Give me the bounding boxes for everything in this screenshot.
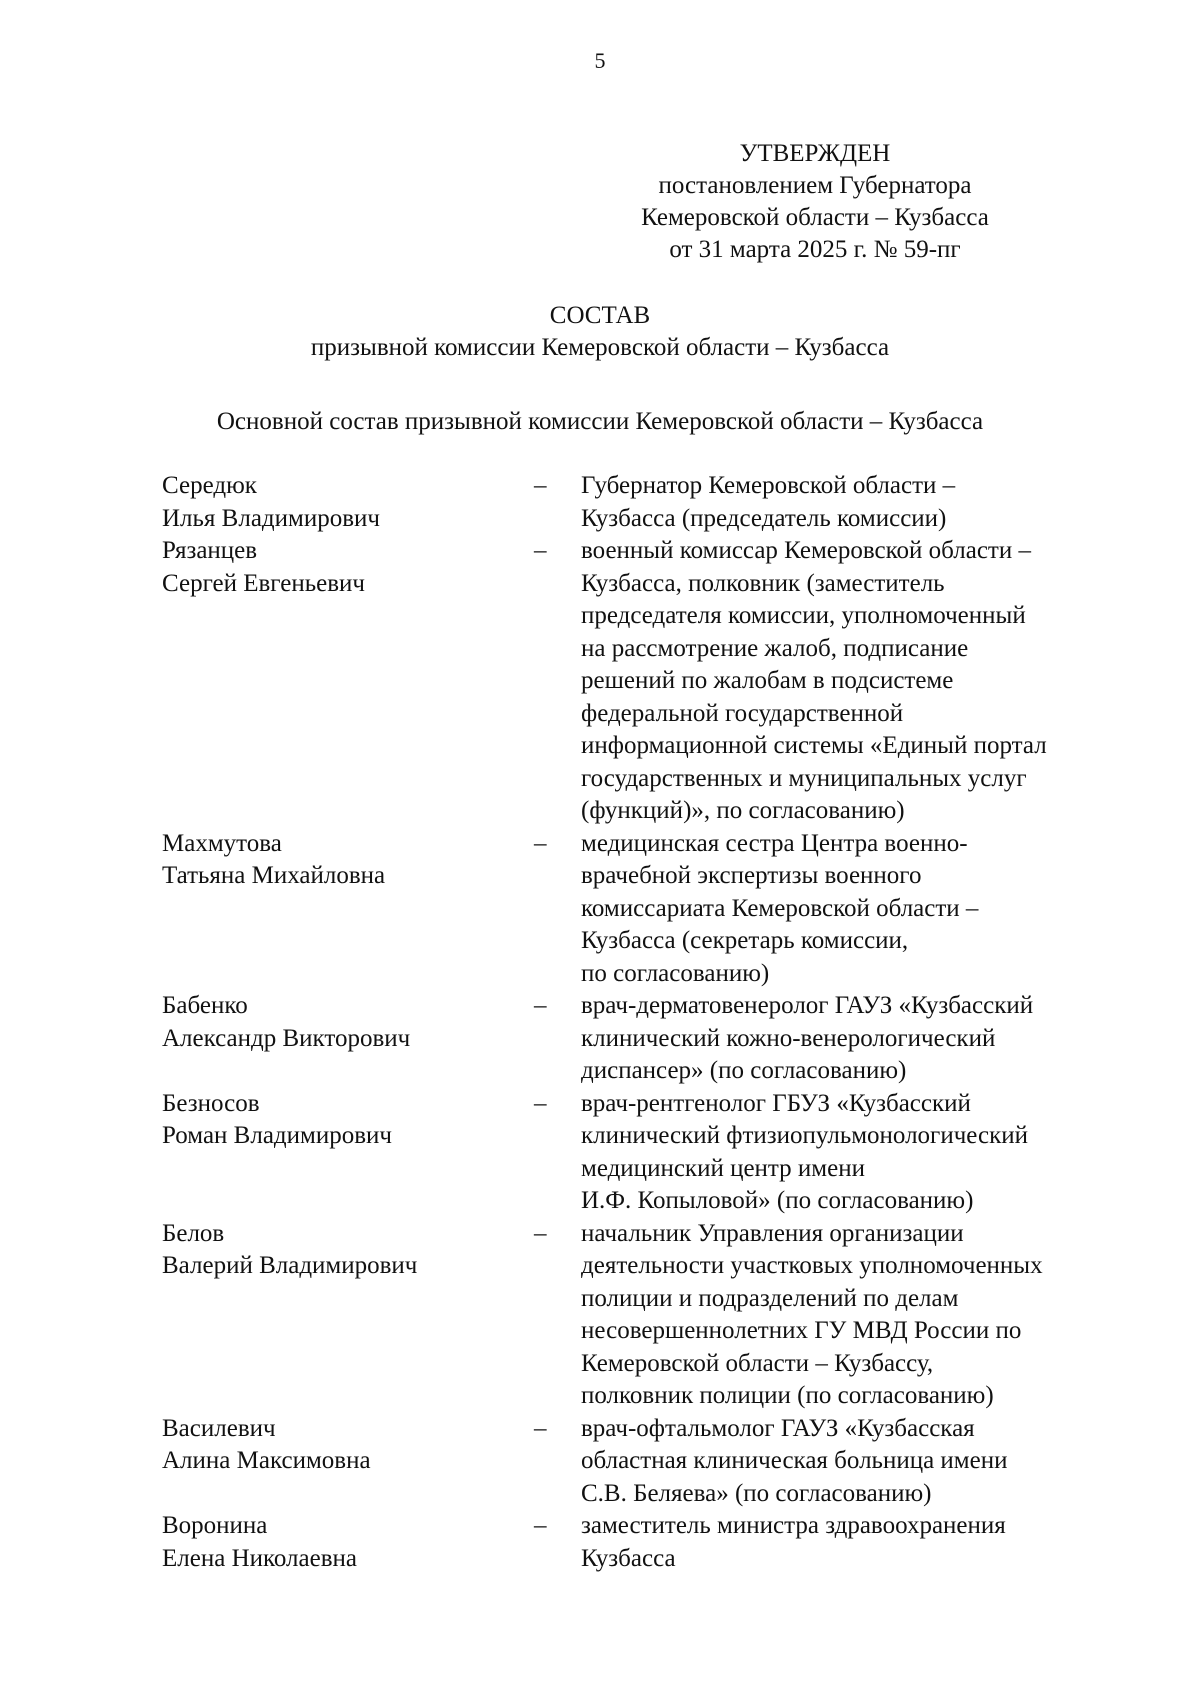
member-description-line: полиции и подразделений по делам: [581, 1284, 959, 1312]
member-description: [581, 1413, 1132, 1511]
member-description-line: медицинская сестра Центра военно-: [581, 829, 968, 857]
member-description-line: Кузбасса: [581, 1544, 676, 1572]
approval-line: от 31 марта 2025 г. № 59-пг: [669, 236, 961, 263]
member-description-line: Кузбасса, полковник (заместитель: [581, 569, 945, 597]
member-description-line: С.В. Беляева» (по согласованию): [581, 1479, 932, 1507]
member-entry: [162, 1218, 1132, 1413]
member-description: [581, 990, 1132, 1088]
member-description: [581, 1088, 1132, 1218]
member-name: [162, 1088, 534, 1218]
member-description-line: (функций)», по согласованию): [581, 797, 905, 824]
member-description-line: председателя комиссии, уполномоченный: [581, 602, 1026, 629]
approval-line: УТВЕРЖДЕН: [739, 140, 891, 167]
member-dash: –: [534, 472, 547, 499]
document-title-line1: СОСТАВ: [549, 302, 651, 329]
member-entry: [162, 535, 1132, 828]
member-entry: [162, 470, 1132, 535]
approval-line: Кемеровской области – Кузбасса: [641, 204, 989, 231]
member-description-line: федеральной государственной: [581, 699, 904, 727]
member-dash: –: [534, 537, 547, 564]
member-dash: –: [534, 992, 547, 1019]
member-description-line: клинический фтизиопульмонологический: [581, 1122, 1028, 1149]
member-description: [581, 470, 1132, 535]
member-description: [581, 535, 1132, 828]
member-description-line: областная клиническая больница имени: [581, 1447, 1008, 1474]
member-description-line: врач-офтальмолог ГАУЗ «Кузбасская: [581, 1414, 975, 1442]
member-description-line: врач-дерматовенеролог ГАУЗ «Кузбасский: [581, 992, 1034, 1019]
member-given-name: Валерий Владимирович: [162, 1252, 418, 1279]
member-given-name: Роман Владимирович: [162, 1122, 392, 1149]
member-description-line: деятельности участковых уполномоченных: [581, 1252, 1043, 1279]
member-entry: [162, 1510, 1132, 1575]
member-given-name: Елена Николаевна: [162, 1544, 357, 1572]
member-description-line: медицинский центр имени: [581, 1154, 865, 1182]
member-name: [162, 828, 534, 991]
member-name: [162, 535, 534, 828]
member-description-line: Кемеровской области – Кузбассу,: [581, 1349, 934, 1377]
member-surname: Белов: [162, 1219, 225, 1247]
member-description-line: военный комиссар Кемеровской области –: [581, 537, 1031, 564]
member-given-name: Алина Максимовна: [162, 1447, 371, 1474]
approval-line: постановлением Губернатора: [658, 172, 972, 199]
member-surname: Середюк: [162, 472, 257, 499]
member-description-line: И.Ф. Копыловой» (по согласованию): [581, 1187, 974, 1214]
member-dash: –: [534, 1219, 547, 1247]
approval-stamp: [630, 138, 1000, 266]
member-surname: Бабенко: [162, 992, 248, 1019]
member-description-line: по согласованию): [581, 959, 770, 987]
member-description-line: полковник полиции (по согласованию): [581, 1382, 994, 1409]
member-surname: Рязанцев: [162, 537, 258, 564]
member-entry: [162, 828, 1132, 991]
member-description-line: информационной системы «Единый портал: [581, 732, 1047, 759]
member-description-line: Кузбасса (председатель комиссии): [581, 504, 947, 532]
member-name: [162, 1510, 534, 1575]
member-name: [162, 990, 534, 1088]
member-surname: Махмутова: [162, 829, 282, 857]
member-name: [162, 1413, 534, 1511]
section-title: Основной состав призывной комиссии Кемеровской области – Кузбасса: [216, 408, 984, 435]
member-given-name: Сергей Евгеньевич: [162, 569, 365, 597]
member-dash: –: [534, 1512, 547, 1539]
document-title-line2: призывной комиссии Кемеровской области – Кузбасса: [310, 334, 890, 361]
member-name: [162, 470, 534, 535]
member-entry: [162, 1413, 1132, 1511]
page-number: 5: [594, 48, 606, 73]
member-description-line: решений по жалобам в подсистеме: [581, 667, 954, 694]
member-description-line: комиссариата Кемеровской области –: [581, 894, 979, 922]
member-description-line: на рассмотрение жалоб, подписание: [581, 634, 969, 662]
member-description-line: врач-рентгенолог ГБУЗ «Кузбасский: [581, 1089, 971, 1117]
member-surname: Безносов: [162, 1089, 260, 1117]
member-description-line: врачебной экспертизы военного: [581, 862, 922, 889]
document-title: [0, 300, 1200, 364]
members-list: [162, 470, 1132, 1575]
member-surname: Василевич: [162, 1414, 276, 1442]
member-description-line: Губернатор Кемеровской области –: [581, 472, 956, 499]
member-description-line: государственных и муниципальных услуг: [581, 764, 1027, 792]
member-name: [162, 1218, 534, 1413]
member-description-line: начальник Управления организации: [581, 1219, 964, 1247]
member-description: [581, 1510, 1132, 1575]
member-description: [581, 1218, 1132, 1413]
member-entry: [162, 1088, 1132, 1218]
member-given-name: Илья Владимирович: [162, 504, 380, 532]
member-dash: –: [534, 1414, 547, 1442]
member-given-name: Татьяна Михайловна: [162, 862, 386, 889]
member-entry: [162, 990, 1132, 1088]
member-description-line: клинический кожно-венерологический: [581, 1024, 996, 1052]
member-surname: Воронина: [162, 1512, 268, 1539]
member-description: [581, 828, 1132, 991]
member-description-line: несовершеннолетних ГУ МВД России по: [581, 1317, 1022, 1344]
member-dash: –: [534, 829, 547, 857]
member-description-line: заместитель министра здравоохранения: [581, 1512, 1006, 1539]
member-description-line: диспансер» (по согласованию): [581, 1057, 907, 1084]
member-given-name: Александр Викторович: [162, 1024, 411, 1052]
member-description-line: Кузбасса (секретарь комиссии,: [581, 927, 909, 954]
member-dash: –: [534, 1089, 547, 1117]
